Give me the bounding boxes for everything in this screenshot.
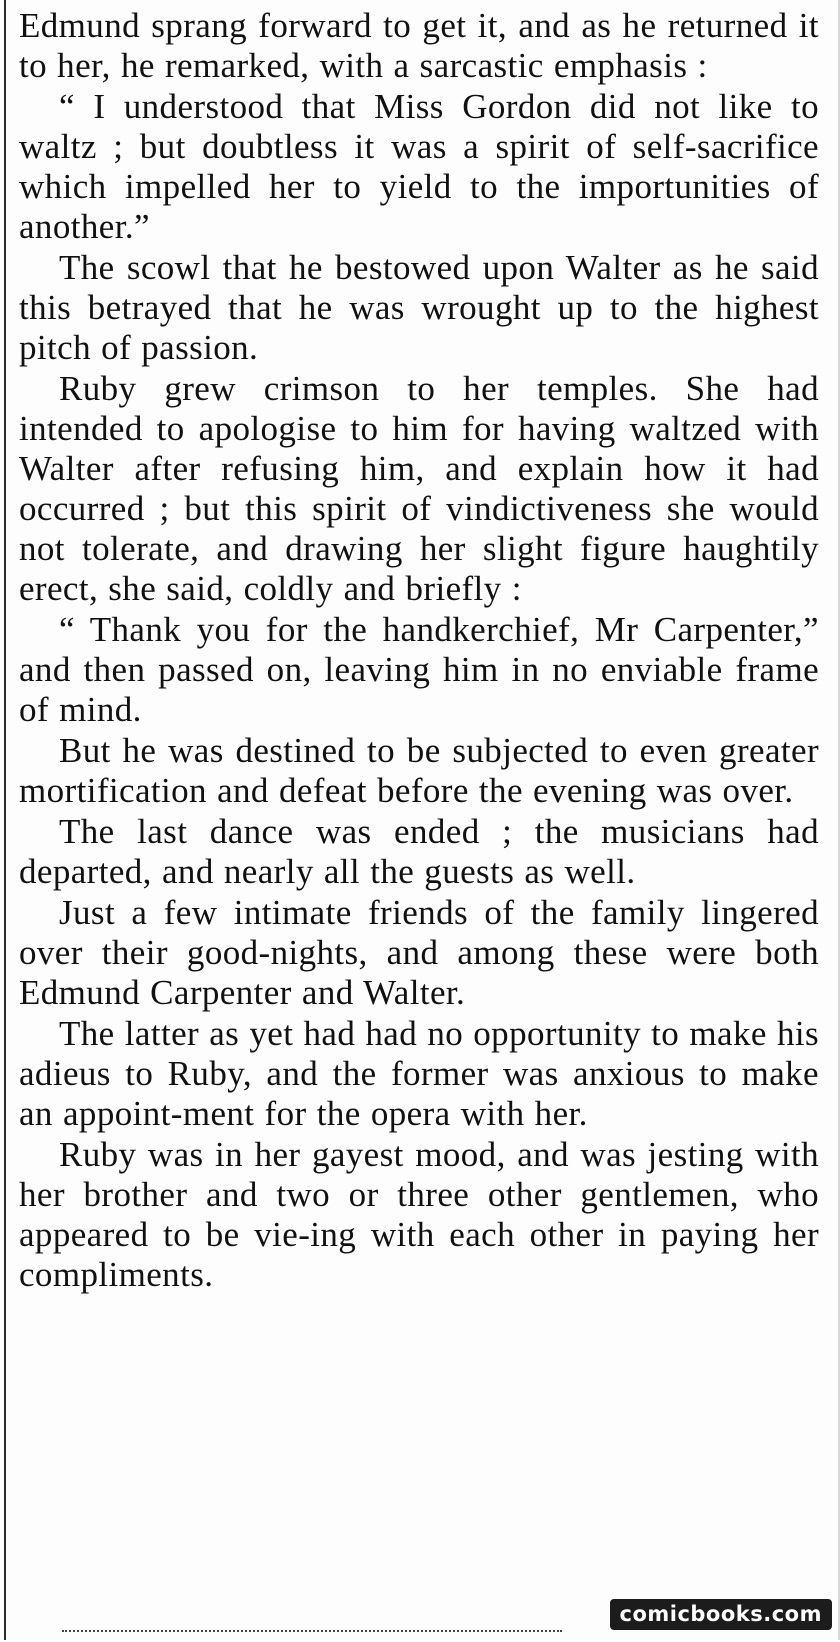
paragraph-1: Edmund sprang forward to get it, and as he returned it to her, he remarked, with a sarcastic emphasis :	[19, 6, 819, 85]
paragraph-2: “ I understood that Miss Gordon did not like to waltz ; but doubtless it was a spirit of self-sacrifice which impelled her to yield to the importunities of another.”	[19, 87, 819, 246]
paragraph-8: Just a few intimate friends of the family lingered over their good-nights, and among these were both Edmund Carpenter and Walter.	[19, 893, 819, 1012]
paragraph-3: The scowl that he bestowed upon Walter as he said this betrayed that he was wrought up to the highest pitch of passion.	[19, 248, 819, 367]
paragraph-10: Ruby was in her gayest mood, and was jesting with her brother and two or three other gentlemen, who appeared to be vie-ing with each other in paying her compliments.	[19, 1135, 819, 1294]
cut-off-next-line	[62, 1630, 562, 1642]
watermark-logo: comicbooks.com	[610, 1599, 833, 1630]
paragraph-6: But he was destined to be subjected to even greater mortification and defeat before the evening was over.	[19, 731, 819, 810]
article-column	[19, 6, 819, 1296]
paragraph-9: The latter as yet had had no opportunity to make his adieus to Ruby, and the former was anxious to make an appoint-ment for the opera with her.	[19, 1014, 819, 1133]
paragraph-7: The last dance was ended ; the musicians had departed, and nearly all the guests as well.	[19, 812, 819, 891]
column-rule-left	[4, 0, 6, 1640]
paragraph-4: Ruby grew crimson to her temples. She had intended to apologise to him for having waltzed with Walter after refusing him, and explain how it had occurred ; but this spirit of vindictiveness she would not tolerate, and drawing her slight figure haughtily erect, she said, coldly and briefly :	[19, 369, 819, 608]
paragraph-5: “ Thank you for the handkerchief, Mr Carpenter,” and then passed on, leaving him in no enviable frame of mind.	[19, 610, 819, 729]
